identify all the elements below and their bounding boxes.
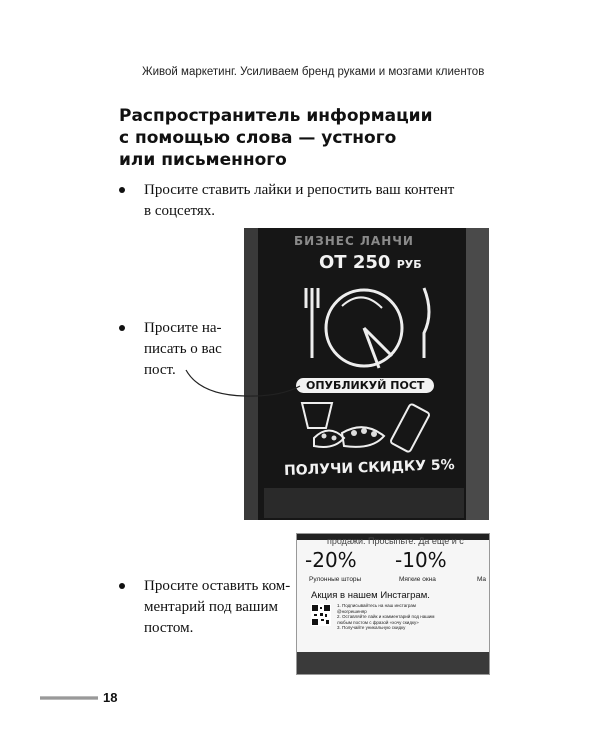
bullet-line: пост. — [144, 362, 176, 378]
ad-caption-3: Ma — [477, 576, 487, 583]
photo-floor-strip — [297, 652, 489, 674]
bullet-item — [119, 180, 499, 226]
poster-currency: РУБ — [396, 258, 422, 271]
poster-price-value: ОТ 250 — [319, 252, 391, 273]
photo-window-poster — [244, 228, 489, 520]
ad-discount-1: -20% — [305, 548, 357, 572]
bullet-line: Просите на- — [144, 320, 222, 336]
section-title-line: или письменного — [119, 150, 287, 170]
ad-step-line: 1. Подписывайтесь на наш инстаграм — [337, 603, 417, 608]
section-title-line: Распространитель информации — [119, 106, 433, 126]
bullet-dot-icon — [119, 583, 125, 589]
ad-step-line: 3. Получайте уникальную скидку — [337, 625, 406, 630]
ad-headline: продажи. Просыпьте. Да еще и с — [327, 536, 464, 546]
page-number: 18 — [103, 690, 118, 705]
ad-discount-2: -10% — [395, 548, 447, 572]
ad-caption-2: Мягкие окна — [399, 576, 436, 583]
bullet-line: писать о вас — [144, 341, 222, 357]
bullet-line: в соцсетях. — [144, 203, 216, 219]
ad-instagram-title: Акция в нашем Инстаграм. — [311, 590, 430, 601]
bullet-item — [119, 576, 289, 642]
bullet-item — [119, 318, 239, 384]
qr-code-icon — [311, 604, 331, 626]
bullet-text — [144, 180, 454, 222]
bullet-text — [144, 576, 290, 639]
ad-step-line: любым постом с фразой «хочу скидку» — [337, 619, 419, 625]
photo-instagram-ad — [296, 533, 490, 675]
ad-caption-1: Рулонные шторы — [309, 576, 362, 583]
page-mark-decoration — [40, 694, 98, 702]
bullet-line: ментарий под вашим — [144, 599, 278, 615]
poster-discount-label: ПОЛУЧИ СКИДКУ 5% — [283, 457, 455, 479]
section-title-line: с помощью слова — устного — [119, 128, 397, 148]
ad-step-line: 2. Оставляйте лайк и комментарий под нашим — [337, 614, 435, 619]
poster-top-text: БИЗНЕС ЛАНЧИ — [294, 234, 414, 248]
bullet-line: Просите ставить лайки и репостить ваш контент — [144, 182, 455, 198]
ad-step-line: @ногрешеняр — [337, 608, 367, 614]
bullet-line: Просите оставить ком- — [144, 578, 291, 594]
poster-publish-label: ОПУБЛИКУЙ ПОСТ — [296, 378, 434, 393]
ad-steps — [337, 603, 434, 631]
bullet-text — [144, 318, 222, 381]
bullet-dot-icon — [119, 325, 125, 331]
poster-price — [319, 252, 422, 273]
bullet-dot-icon — [119, 187, 125, 193]
bullet-line: постом. — [144, 620, 194, 636]
section-title — [119, 105, 479, 171]
running-header: Живой маркетинг. Усиливаем бренд руками и мозгами клиентов — [142, 66, 485, 78]
